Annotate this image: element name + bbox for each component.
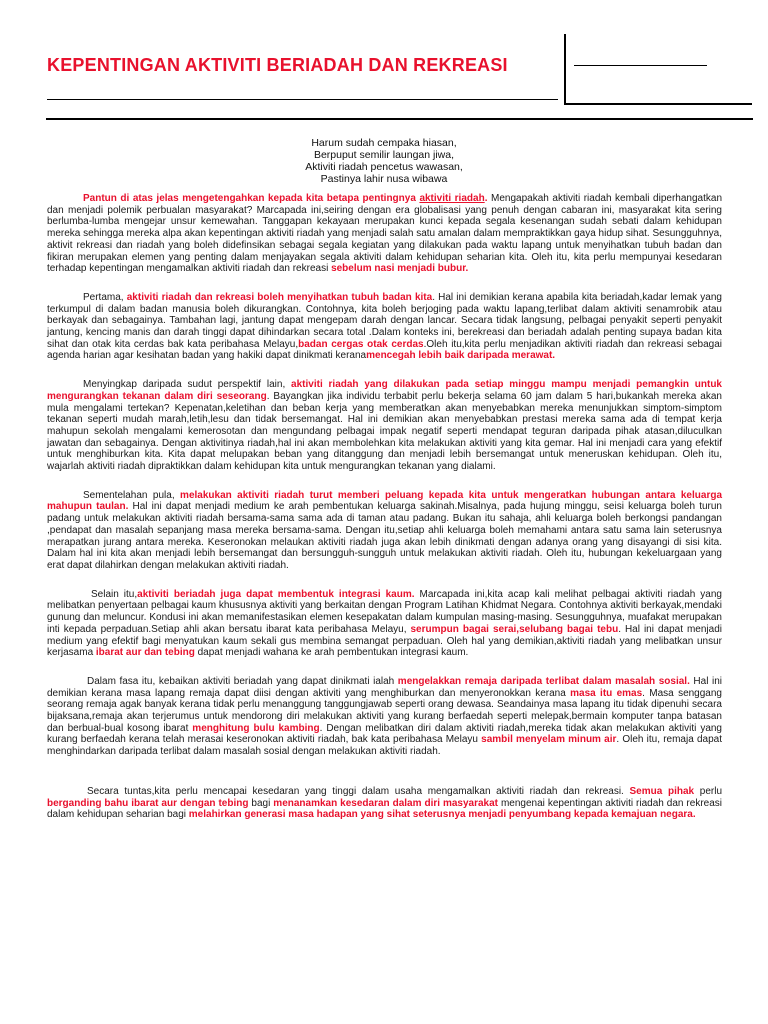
paragraph-text: Dalam fasa itu, kebaikan aktiviti beriadah yang dapat dinikmati ialah bbox=[87, 675, 398, 687]
pantun-line: Pastinya lahir nusa wibawa bbox=[320, 173, 448, 185]
header-full-rule bbox=[46, 118, 753, 120]
paragraph-text: Hal ini demikian kerana masa lapang remaja dapat diisi dengan aktiviti yang menghiburkan dan menyeronokkan kerana bbox=[47, 675, 722, 699]
paragraph-text: bagi bbox=[248, 797, 274, 809]
highlighted-phrase: badan cergas otak cerdas bbox=[298, 338, 424, 350]
essay-body bbox=[47, 193, 722, 838]
paragraph-text: Secara tuntas,kita perlu mencapai kesedaran yang tinggi dalam usaha mengamalkan aktiviti riadah dan rekreasi. bbox=[87, 785, 630, 797]
highlighted-phrase: aktiviti riadah dan rekreasi boleh menyihatkan tubuh badan kita bbox=[126, 291, 433, 303]
highlighted-phrase: aktiviti riadah yang dilakukan pada setiap minggu mampu menjadi pemangkin untuk mengurangkan tekanan dalam diri seseorang bbox=[47, 379, 722, 402]
highlighted-phrase: serumpun bagai serai,selubang bagai tebu bbox=[410, 623, 619, 635]
highlighted-phrase: mengelakkan remaja daripada terlibat dalam masalah sosial. bbox=[397, 675, 690, 687]
highlighted-phrase: menanamkan kesedaran dalam diri masyarakat bbox=[273, 797, 499, 809]
highlighted-phrase: Pantun di atas jelas mengetengahkan kepada kita betapa pentingnya bbox=[83, 193, 420, 204]
pantun-verse bbox=[0, 137, 768, 185]
pantun-line: Harum sudah cempaka hiasan, bbox=[311, 137, 457, 149]
paragraph-text: .Oleh itu,kita perlu menjadikan aktiviti riadah dan rekreasi sebagai agenda harian agar kesihatan badan yang hakiki dapat dinikmati kerana bbox=[47, 338, 722, 362]
header-vertical-rule bbox=[564, 34, 566, 105]
paragraph-text: perlu bbox=[694, 785, 723, 797]
essay-paragraph bbox=[47, 786, 722, 821]
essay-paragraph bbox=[47, 490, 722, 572]
header-right-line bbox=[574, 65, 707, 66]
paragraph-text: . Dengan melibatkan diri dalam aktiviti riadah,mereka tidak akan melakukan aktiviti yang kurang berfaedah kerana telah merasai keseronokan aktiviti riadah, bak kata peribahasa Melayu bbox=[47, 722, 722, 746]
highlighted-phrase: mencegah lebih baik daripada merawat. bbox=[366, 350, 556, 362]
highlighted-phrase: menghitung bulu kambing bbox=[192, 722, 320, 734]
paragraph-text: Menyingkap daripada sudut perspektif lain, bbox=[83, 379, 292, 391]
title-underline bbox=[47, 99, 558, 100]
paragraph-text: . Oleh itu, remaja dapat menghindarkan daripada terlibat dalam masalah sosial dengan melakukan aktiviti riadah. bbox=[47, 734, 722, 758]
essay-paragraph bbox=[47, 193, 722, 275]
essay-paragraph bbox=[47, 589, 722, 659]
highlighted-phrase: sebelum nasi menjadi bubur. bbox=[331, 263, 469, 275]
highlighted-phrase: Semua pihak bbox=[629, 785, 695, 797]
highlighted-phrase: aktiviti beriadah juga dapat membentuk integrasi kaum. bbox=[137, 588, 415, 600]
paragraph-text: . Hal ini demikian kerana apabila kita beriadah,kadar lemak yang terkumpul di dalam badan manusia boleh dikurangkan. Contohnya, kita boleh berjoging pada waktu lapang,terlibat dalam aktiviti senamrobik atau berkayak dan sebagainya. Tambahan lagi, jantung dapat mengepam darah dengan lancar. Secara tidak langsung, pelbagai penyakit seperti penyakit jantung, kencing manis dan darah tinggi dapat dihindarkan secara total .Dalam konteks ini, berekreasi dan beriadah adalah penting supaya badan kita sihat dan otak kita cerdas bak kata peribahasa Melayu, bbox=[47, 291, 722, 350]
essay-paragraph bbox=[47, 292, 722, 362]
pantun-line: Aktiviti riadah pencetus wawasan, bbox=[305, 161, 463, 173]
paragraph-text: Sementelahan pula, bbox=[83, 489, 181, 501]
paragraph-text: . Bayangkan jika individu terbabit perlu bekerja selama 60 jam dalam 5 hari,bukankah mereka akan mula mengalami tertekan? Kepenatan,keletihan dan beban kerja yang memberatkan akan menyebabkan mereka menunjukkan simptom-simptom tekanan seperti mudah marah,letih,lesu dan tidak bersemangat. Hal ini demikian akan menyebabkan prestasi mereka sama ada di tempat kerja mahupun sekolah mengalami kemerosotan dan mengundang pelbagai impak negatif seperti mendapat teguran daripada pihak atasan,diluculkan jawatan dan sebagainya. Dengan aktivitinya riadah,hal ini akan membolehkan kita melakukan aktiviti yang kita gemar. Hal ini menjadi cara yang efektif untuk menghiburkan kita. Kita dapat melupakan beban yang ditanggung dan menjadi lebih bersemangat untuk meneruskan kehidupan. Oleh itu, wajarlah aktiviti riadah dipraktikkan dalam kehidupan kita untuk mengurangkan tekanan yang dialami. bbox=[47, 390, 722, 473]
highlighted-phrase: . bbox=[484, 193, 488, 204]
paragraph-text: . Hal ini dapat menjadi medium yang efektif bagi menyatukan kaum sekali gus membina semangat perpaduan. Oleh hal yang demikian,aktiviti riadah yang melibatkan unsur kerjasama bbox=[47, 623, 722, 659]
highlighted-phrase: sambil menyelam minum air bbox=[481, 734, 617, 746]
paragraph-text: Selain itu, bbox=[91, 588, 138, 600]
header-bottom-rule bbox=[564, 103, 752, 105]
paragraph-text: Mengapakah aktiviti riadah kembali diperhangatkan dan menjadi polemik perbualan masyarakat? Marcapada ini,seiring dengan era globalisasi yang penuh dengan cabaran ini, masyarakat kita sering berlumba-lumba mengejar unsur kemewahan. Tanggapan kekayaan merupakan kunci kepada segala kesenangan sudah sebati dalam kehidupan mereka sehingga mereka alpa akan kepentingan aktiviti riadah yang menjadi salah satu amalan dalam mempraktikkan gaya hidup sihat. Sesungguhnya, aktivit rekreasi dan riadah yang boleh didefinsikan sebagai segala kegiatan yang dilakukan pada waktu lapang untuk menyihatkan tubuh badan dan fikiran merupakan elemen yang penting dalam menjayakan segala aktiviti dalam kehidupan seharian kita. Oleh itu, kita perlu mempunyai kesedaran terhadap kepentingan mengamalkan aktiviti riadah dan rekreasi bbox=[47, 193, 723, 275]
paragraph-text: . Masa senggang seorang remaja agak banyak kerana tidak perlu menanggung tanggungjawab seperti orang dewasa. Seandainya masa lapang itu tidak dipenuhi secara bijaksana,remaja akan terjerumus untuk mendorong diri melakukan aktiviti yang kurang berfaedah seperti melepak,bermain komputer tanpa batasan dan berbual-bual kosong ibarat bbox=[47, 687, 722, 734]
paragraph-text: mengenai kepentingan aktiviti riadah dan rekreasi dalam kehidupan seharian bagi bbox=[47, 797, 722, 821]
highlighted-phrase: melakukan aktiviti riadah turut memberi peluang kepada kita untuk mengeratkan hubungan antara keluarga mahupun taulan. bbox=[47, 489, 723, 513]
pantun-line: Berpuput semilir laungan jiwa, bbox=[313, 149, 455, 161]
highlighted-phrase: berganding bahu ibarat aur dengan tebing bbox=[47, 797, 249, 809]
paragraph-text: Marcapada ini,kita acap kali melihat pelbagai aktiviti riadah yang melibatkan penyertaan pelbagai kaum khususnya aktiviti yang berkaitan dengan Program Latihan Khidmat Negara. Contohnya aktiviti berkayak,mendaki gunung dan meluncur. Kondusi ini akan memanifestasikan elemen kesepakatan dalam kumpulan masing-masing. Sesungguhnya, muafakat merupakan inti kepada perpaduan.Setiap ahli akan bersatu ibarat kata peribahasa Melayu, bbox=[47, 588, 722, 635]
highlighted-phrase: ibarat aur dan tebing bbox=[95, 647, 195, 659]
essay-paragraph bbox=[47, 379, 722, 473]
document-title: KEPENTINGAN AKTIVITI BERIADAH DAN REKREASI bbox=[47, 55, 508, 75]
paragraph-text: dapat menjadi wahana ke arah pembentukan integrasi kaum. bbox=[194, 647, 469, 659]
paragraph-text: Hal ini dapat menjadi medium ke arah pembentukan keluarga sakinah.Misalnya, pada hujung minggu, seisi keluarga boleh turun padang untuk melakukan aktiviti riadah bersama-sama sama ada di taman atau padang. Bukan itu sahaja, ahli keluarga boleh berkongsi pandangan ,pendapat dan masalah sepanjang masa mereka bersama-sama. Dengan itu,setiap ahli keluarga boleh memahami antara satu sama lain seterusnya merapatkan jurang antara mereka. Keseronokan melaukan aktiviti riadah juga akan lebih dinikmati dengan adanya orang yang disayangi di sisi kita. Dalam hal ini kita akan menjadi lebih bersemangat dan bersungguh-sungguh untuk melakukan aktiviti riadah. Oleh itu, hubungan kekeluargaan yang erat dapat dilahirkan dengan melakukan aktiviti riadah. bbox=[47, 501, 722, 571]
highlighted-phrase: aktiviti riadah bbox=[419, 193, 485, 204]
highlighted-phrase: melahirkan generasi masa hadapan yang sihat seterusnya menjadi penyumbang kepada kemajuan negara. bbox=[188, 809, 696, 821]
paragraph-text: Pertama, bbox=[83, 291, 127, 303]
highlighted-phrase: masa itu emas bbox=[570, 687, 643, 699]
essay-paragraph bbox=[47, 676, 722, 758]
